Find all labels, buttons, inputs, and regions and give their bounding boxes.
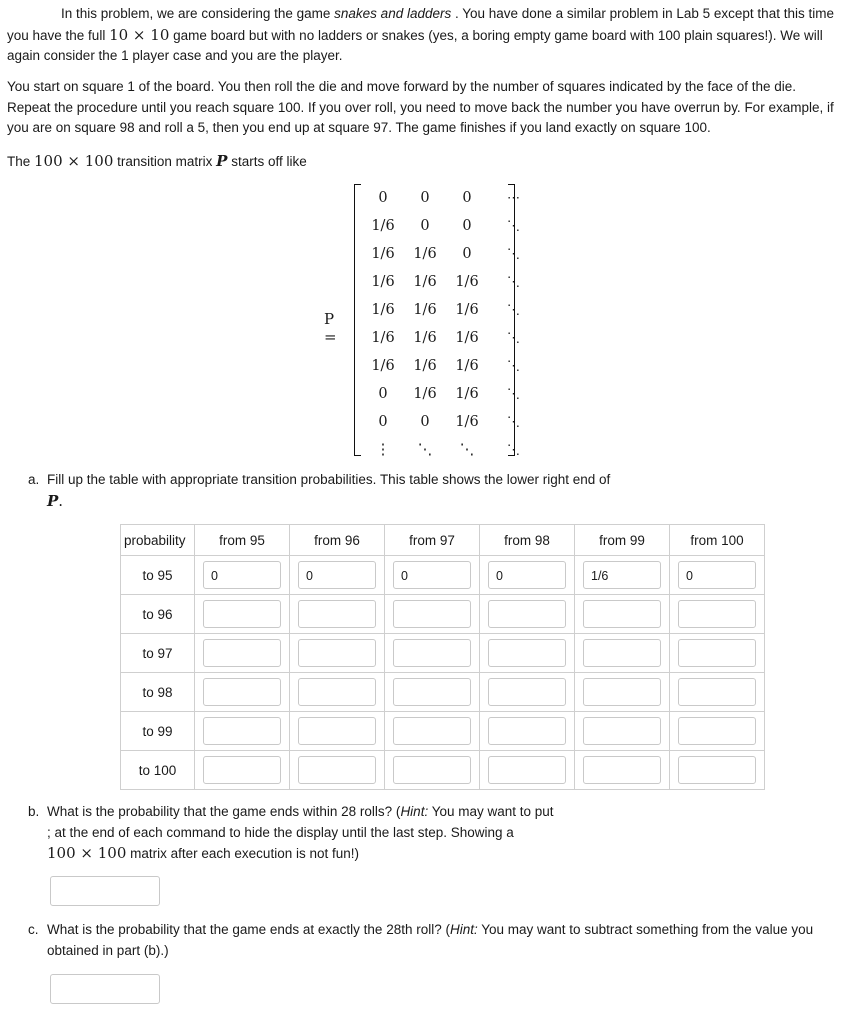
matrix-cell: 0 [378, 386, 388, 402]
column-header: from 97 [385, 525, 480, 556]
table-cell [480, 712, 575, 751]
part-c-hint-label: Hint: [449, 922, 478, 937]
matrix-cell: ⋱ [417, 442, 433, 458]
matrix-cell: 1/6 [455, 414, 479, 430]
part-a-text: Fill up the table with appropriate transition probabilities. This table shows the lower right end of [47, 472, 611, 487]
table-cell [480, 751, 575, 790]
matrix-cell: 1/6 [455, 330, 479, 346]
part-b-text: You may want to put [428, 804, 554, 819]
matrix-cell: ⋱ [507, 386, 521, 402]
matrix-cell: 1/6 [413, 302, 437, 318]
matrix-cell: 1/6 [371, 302, 395, 318]
table-cell [195, 751, 290, 790]
probability-input[interactable] [583, 717, 661, 745]
table-cell [195, 712, 290, 751]
matrix-cell: 1/6 [455, 358, 479, 374]
intro-text: The [7, 154, 35, 169]
table-cell [575, 751, 670, 790]
matrix-cell: 1/6 [371, 218, 395, 234]
table-cell [480, 634, 575, 673]
probability-input[interactable]: 0 [203, 561, 281, 589]
table-cell [385, 751, 480, 790]
table-cell [195, 595, 290, 634]
probability-input[interactable]: 0 [488, 561, 566, 589]
table-cell [575, 673, 670, 712]
matrix-cell: 1/6 [371, 274, 395, 290]
probability-input[interactable] [298, 639, 376, 667]
probability-input[interactable] [298, 717, 376, 745]
table-cell [195, 634, 290, 673]
part-c-question [47, 920, 832, 961]
intro-paragraph-2: You start on square 1 of the board. You then roll the die and move forward by the number of squares indicated by the face of the die. Repeat the procedure until you reach square 100. If you over roll, you need to move back the number you have overrun by. For example, if you are on square 98 and roll a 5, then you end up at square 97. The game finishes if you land exactly on square 100. [7, 79, 834, 135]
part-c-text: You may want to subtract something from the value you obtained in part (b).) [47, 922, 814, 958]
probability-input[interactable] [203, 717, 281, 745]
matrix-cell: 0 [462, 190, 472, 206]
probability-input[interactable] [393, 600, 471, 628]
column-header: from 99 [575, 525, 670, 556]
intro-paragraph-3 [7, 151, 835, 173]
table-cell [480, 595, 575, 634]
table-cell [290, 556, 385, 595]
probability-input[interactable] [678, 717, 756, 745]
table-cell [385, 673, 480, 712]
probability-input[interactable]: 0 [393, 561, 471, 589]
table-cell [575, 634, 670, 673]
table-cell [575, 712, 670, 751]
part-b-text: What is the probability that the game ends within 28 rolls? ( [47, 804, 401, 819]
part-c-answer-input[interactable] [50, 974, 160, 1004]
probability-input[interactable] [393, 717, 471, 745]
matrix-cell: 1/6 [413, 330, 437, 346]
probability-input[interactable] [203, 639, 281, 667]
probability-input[interactable] [488, 600, 566, 628]
probability-input[interactable] [678, 600, 756, 628]
intro-text: starts off like [227, 154, 307, 169]
table-cell [385, 595, 480, 634]
probability-input[interactable] [488, 717, 566, 745]
part-b-answer-input[interactable] [50, 876, 160, 906]
matrix-cell: ⋱ [507, 442, 521, 458]
table-header-row [121, 525, 765, 556]
probability-input[interactable] [298, 678, 376, 706]
matrix-cell: 0 [420, 414, 430, 430]
matrix-cell: 1/6 [413, 274, 437, 290]
table-cell [670, 556, 765, 595]
matrix-cell: ⋯ [507, 190, 521, 206]
table-row [121, 595, 765, 634]
probability-input[interactable] [298, 756, 376, 784]
table-cell [290, 673, 385, 712]
table-cell [670, 751, 765, 790]
row-label: to 97 [121, 634, 195, 673]
game-name: snakes and ladders [334, 6, 452, 21]
part-b-text: matrix after each execution is not fun!) [126, 846, 359, 861]
table-corner-header: probability [121, 525, 195, 556]
table-cell [575, 595, 670, 634]
table-cell [385, 712, 480, 751]
column-header: from 95 [195, 525, 290, 556]
table-cell [290, 751, 385, 790]
intro-text: . You have done a similar problem in Lab 5 except that this time you have the full [7, 6, 834, 43]
probability-input[interactable] [393, 756, 471, 784]
matrix-cell: 1/6 [455, 274, 479, 290]
table-cell [480, 673, 575, 712]
probability-input[interactable]: 0 [298, 561, 376, 589]
probability-input[interactable] [678, 756, 756, 784]
table-row [121, 751, 765, 790]
probability-input[interactable] [203, 600, 281, 628]
matrix-cell: 1/6 [371, 358, 395, 374]
table-body [121, 556, 765, 790]
probability-input[interactable] [298, 600, 376, 628]
matrix-cell: ⋱ [507, 302, 521, 318]
table-row [121, 673, 765, 712]
probability-input[interactable] [488, 678, 566, 706]
matrix-cell: 0 [462, 218, 472, 234]
table-row [121, 712, 765, 751]
table-cell [480, 556, 575, 595]
probability-input[interactable] [203, 756, 281, 784]
part-a-variable: P [47, 491, 59, 510]
intro-text: game board but with no ladders or snakes (yes, a boring empty game board with 100 plain squares!). We will again consider the 1 player case and you are the player. [7, 27, 823, 63]
matrix-cell: 1/6 [371, 330, 395, 346]
matrix-cell: 0 [420, 218, 430, 234]
matrix-cell: ⋱ [507, 358, 521, 374]
matrix-cell: ⋱ [507, 414, 521, 430]
intro-text: transition matrix [113, 154, 217, 169]
matrix-cell: ⋱ [459, 442, 475, 458]
probability-input[interactable] [583, 756, 661, 784]
part-b-text: ; at the end of each command to hide the display until the last step. Showing a [47, 824, 514, 840]
table-cell [290, 712, 385, 751]
probability-input[interactable] [678, 678, 756, 706]
table-cell [195, 556, 290, 595]
probability-input[interactable] [203, 678, 281, 706]
part-b-label: b. [28, 804, 40, 819]
column-header: from 98 [480, 525, 575, 556]
probability-input[interactable] [583, 639, 661, 667]
board-dimensions: 10 × 10 [109, 25, 170, 44]
matrix-cell: 1/6 [455, 302, 479, 318]
matrix-cell: 1/6 [455, 386, 479, 402]
probability-input[interactable] [393, 678, 471, 706]
table-cell [290, 634, 385, 673]
matrix-cell: 0 [462, 246, 472, 262]
probability-input[interactable] [583, 678, 661, 706]
probability-input[interactable] [393, 639, 471, 667]
matrix-cell: ⋱ [507, 330, 521, 346]
probability-input[interactable] [488, 639, 566, 667]
matrix-cell: ⋱ [507, 246, 521, 262]
part-c-text: What is the probability that the game ends at exactly the 28th roll? ( [47, 922, 450, 937]
matrix-cell: 1/6 [413, 358, 437, 374]
table-cell [575, 556, 670, 595]
matrix-cell: ⋱ [507, 218, 521, 234]
matrix-label: P = [324, 310, 337, 346]
column-header: from 100 [670, 525, 765, 556]
matrix-cell: ⋱ [507, 274, 521, 290]
row-label: to 96 [121, 595, 195, 634]
part-b-dimensions: 100 × 100 [47, 844, 127, 862]
table-cell [670, 595, 765, 634]
probability-input[interactable]: 1/6 [583, 561, 661, 589]
part-b-hint-label: Hint: [400, 804, 429, 819]
probability-input[interactable] [678, 639, 756, 667]
table-cell [385, 556, 480, 595]
table-row [121, 556, 765, 595]
part-a-label: a. [28, 472, 40, 487]
matrix-cell: ⋮ [375, 442, 391, 458]
part-b-question [47, 802, 607, 865]
matrix-dimensions: 100 × 100 [34, 152, 114, 170]
matrix-cell: 1/6 [413, 386, 437, 402]
matrix-cell: 0 [378, 414, 388, 430]
row-label: to 98 [121, 673, 195, 712]
column-header: from 96 [290, 525, 385, 556]
matrix-left-bracket [354, 184, 361, 456]
probability-input[interactable] [583, 600, 661, 628]
intro-paragraph-1 [7, 4, 835, 67]
table-cell [290, 595, 385, 634]
table-cell [670, 712, 765, 751]
matrix-cell: 1/6 [413, 246, 437, 262]
matrix-cell: 0 [420, 190, 430, 206]
matrix-variable: P [216, 152, 228, 170]
part-a-question [47, 470, 667, 512]
table-cell [670, 673, 765, 712]
matrix-cell: 0 [378, 190, 388, 206]
probability-input[interactable]: 0 [678, 561, 756, 589]
table-cell [670, 634, 765, 673]
matrix-cell: 1/6 [371, 246, 395, 262]
intro-text: In this problem, we are considering the game [61, 6, 335, 21]
matrix-right-bracket [508, 184, 515, 456]
table-cell [385, 634, 480, 673]
part-a-punct: . [58, 491, 64, 510]
row-label: to 100 [121, 751, 195, 790]
probability-table [120, 524, 765, 790]
probability-input[interactable] [488, 756, 566, 784]
part-c-label: c. [28, 922, 39, 937]
row-label: to 99 [121, 712, 195, 751]
table-cell [195, 673, 290, 712]
table-row [121, 634, 765, 673]
row-label: to 95 [121, 556, 195, 595]
